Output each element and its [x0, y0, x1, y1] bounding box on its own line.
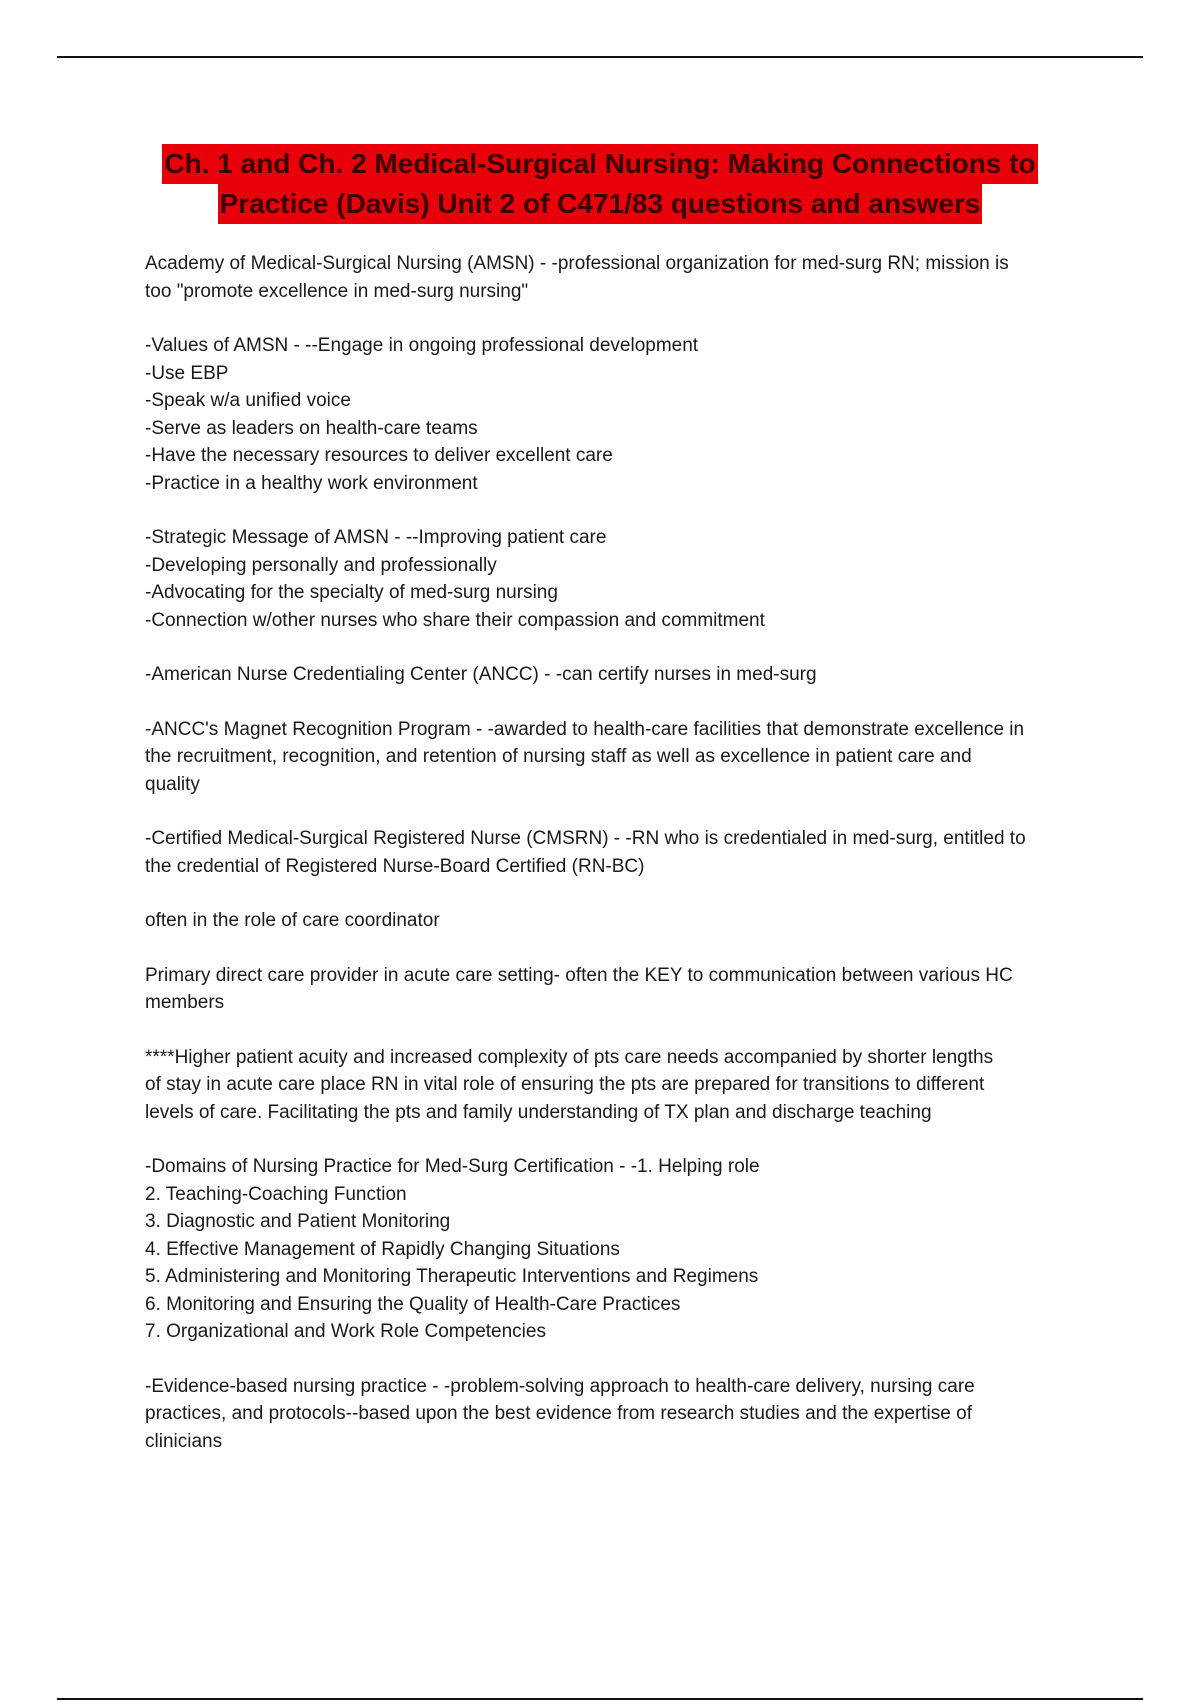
entry-line: -American Nurse Credentialing Center (ANCC) - -can certify nurses in med-surg [145, 664, 817, 685]
qa-entry [145, 907, 1095, 935]
title-line-1: Ch. 1 and Ch. 2 Medical-Surgical Nursing: Making Connections to [162, 144, 1037, 184]
entry-line: -Developing personally and professionally [145, 554, 497, 576]
entry-line: 3. Diagnostic and Patient Monitoring [145, 1211, 451, 1232]
entry-line: often in the role of care coordinator [145, 910, 440, 931]
document-title [100, 144, 1100, 224]
qa-entry [145, 524, 1095, 634]
qa-entry [145, 962, 1095, 1017]
entry-line: -Connection w/other nurses who share their compassion and commitment [145, 609, 765, 631]
entry-line: levels of care. Facilitating the pts and family understanding of TX plan and discharge teaching [145, 1101, 932, 1123]
entry-line: -ANCC's Magnet Recognition Program - -awarded to health-care facilities that demonstrate excellence in [145, 718, 1025, 740]
entry-line: too "promote excellence in med-surg nursing" [145, 280, 529, 302]
qa-entry [145, 825, 1095, 880]
entry-line: ****Higher patient acuity and increased complexity of pts care needs accompanied by shorter lengths [145, 1046, 994, 1068]
entry-line: 7. Organizational and Work Role Competencies [145, 1321, 546, 1342]
entry-line: 5. Administering and Monitoring Therapeutic Interventions and Regimens [145, 1266, 759, 1287]
entry-line: -Advocating for the specialty of med-surg nursing [145, 582, 558, 603]
title-line-2: Practice (Davis) Unit 2 of C471/83 questions and answers [218, 184, 983, 224]
entry-line: -Speak w/a unified voice [145, 390, 351, 411]
qa-entry [145, 332, 1095, 497]
entry-line: 6. Monitoring and Ensuring the Quality of Health-Care Practices [145, 1293, 681, 1315]
entry-line: quality [145, 773, 200, 795]
entry-line: Academy of Medical-Surgical Nursing (AMSN) - -professional organization for med-surg RN; mission is [145, 253, 1009, 274]
document-body [145, 250, 1095, 1482]
entry-line: -Certified Medical-Surgical Registered Nurse (CMSRN) - -RN who is credentialed in med-surg, entitled to [145, 828, 1026, 849]
entry-line: 4. Effective Management of Rapidly Changing Situations [145, 1238, 620, 1260]
entry-line: 2. Teaching-Coaching Function [145, 1183, 407, 1205]
entry-line: -Strategic Message of AMSN - --Improving patient care [145, 527, 607, 548]
entry-line: -Domains of Nursing Practice for Med-Surg Certification - -1. Helping role [145, 1156, 760, 1177]
qa-entry [145, 716, 1095, 799]
qa-entry [145, 661, 1095, 689]
entry-line: of stay in acute care place RN in vital role of ensuring the pts are prepared for transitions to different [145, 1074, 985, 1095]
entry-line: the recruitment, recognition, and retention of nursing staff as well as excellence in patient care and [145, 746, 972, 767]
entry-line: members [145, 992, 225, 1013]
entry-line: the credential of Registered Nurse-Board Certified (RN-BC) [145, 855, 645, 877]
entry-line: clinicians [145, 1430, 223, 1452]
entry-line: -Practice in a healthy work environment [145, 472, 478, 494]
qa-entry [145, 1153, 1095, 1346]
entry-line: -Serve as leaders on health-care teams [145, 417, 478, 439]
qa-entry [145, 1373, 1095, 1456]
qa-entry [145, 250, 1095, 305]
entry-line: -Evidence-based nursing practice - -problem-solving approach to health-care delivery, nursing care [145, 1375, 975, 1397]
entry-line: -Use EBP [145, 362, 229, 384]
entry-line: Primary direct care provider in acute care setting- often the KEY to communication between various HC [145, 964, 1013, 986]
qa-entry [145, 1044, 1095, 1127]
entry-line: -Have the necessary resources to deliver excellent care [145, 445, 613, 466]
entry-line: practices, and protocols--based upon the best evidence from research studies and the expertise of [145, 1403, 972, 1424]
top-rule [57, 56, 1143, 58]
entry-line: -Values of AMSN - --Engage in ongoing professional development [145, 335, 699, 356]
